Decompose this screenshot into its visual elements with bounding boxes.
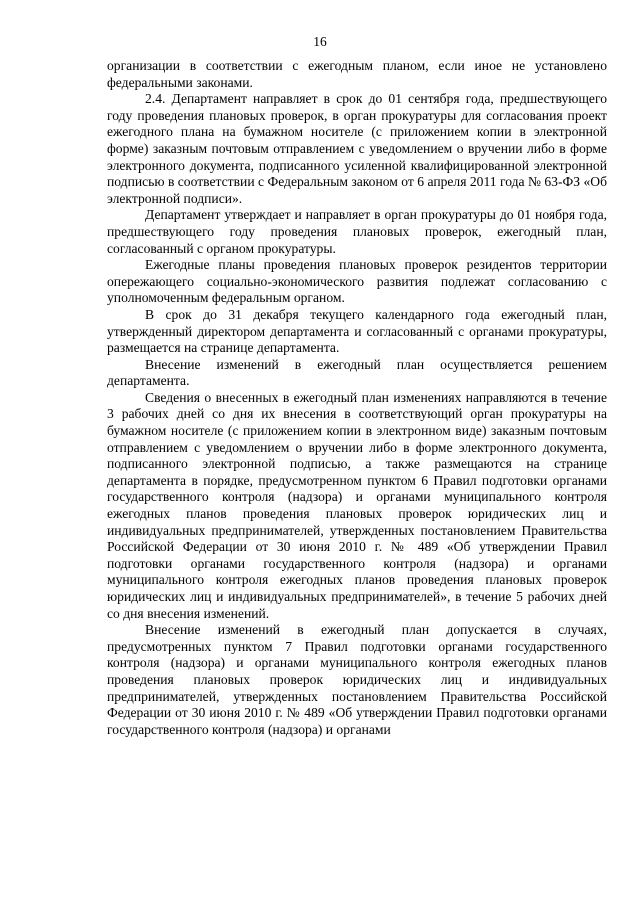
document-body	[107, 58, 607, 738]
paragraph-continuation: организации в соответствии с ежегодным планом, если иное не установлено федеральными законами.	[107, 58, 607, 90]
paragraph-changes-notification: Сведения о внесенных в ежегодный план изменениях направляются в течение 3 рабочих дней со дня их внесения в соответствующий орган прокуратуры на бумажном носителе (с приложением копии в электронном виде) заказным почтовым отправлением с уведомлением о вручении либо в форме электронного документа, подписанного электронной подписью, а также размещаются на странице департамента в порядке, предусмотренном пунктом 6 Правил подготовки органами государственного контроля (надзора) и органами муниципального контроля ежегодных планов проведения плановых проверок юридических лиц и индивидуальных предпринимателей, утвержденных постановлением Правительства Российской Федерации от 30 июня 2010 г. № 489 «Об утверждении Правил подготовки органами государственного контроля (надзора) и органами муниципального контроля ежегодных планов проведения плановых проверок юридических лиц и индивидуальных предпринимателей», в течение 5 рабочих дней со дня внесения изменений.	[107, 389, 607, 621]
page-number: 16	[313, 34, 327, 49]
paragraph-2-4-submission: 2.4. Департамент направляет в срок до 01 сентября года, предшествующего году проведения плановых проверок, в орган прокуратуры для согласования проект ежегодного плана на бумажном носителе (с приложением копии в электронной форме) заказным почтовым отправлением с уведомлением о вручении либо в форме электронного документа, подписанного усиленной квалифицированной электронной подписью в соответствии с Федеральным законом от 6 апреля 2011 года № 63-ФЗ «Об электронной подписи».	[107, 91, 607, 206]
paragraph-plan-changes: Внесение изменений в ежегодный план осуществляется решением департамента.	[107, 356, 607, 389]
paragraph-plan-publication: В срок до 31 декабря текущего календарного года ежегодный план, утвержденный директором департамента и согласованный с органами прокуратуры, размещается на странице департамента.	[107, 306, 607, 356]
paragraph-plan-approval: Департамент утверждает и направляет в орган прокуратуры до 01 ноября года, предшествующего году проведения плановых проверок, ежегодный план, согласованный с органом прокуратуры.	[107, 207, 607, 256]
paragraph-changes-cases: Внесение изменений в ежегодный план допускается в случаях, предусмотренных пунктом 7 Правил подготовки органами государственного контроля (надзора) и органами муниципального контроля ежегодных планов проведения плановых проверок юридических лиц и индивидуальных предпринимателей, утвержденных постановлением Правительства Российской Федерации от 30 июня 2010 г. № 489 «Об утверждении Правил подготовки органами государственного контроля (надзора) и органами	[107, 622, 607, 737]
paragraph-residents-plans: Ежегодные планы проведения плановых проверок резидентов территории опережающего социально-экономического развития подлежат согласованию с уполномоченным федеральным органом.	[107, 257, 607, 306]
